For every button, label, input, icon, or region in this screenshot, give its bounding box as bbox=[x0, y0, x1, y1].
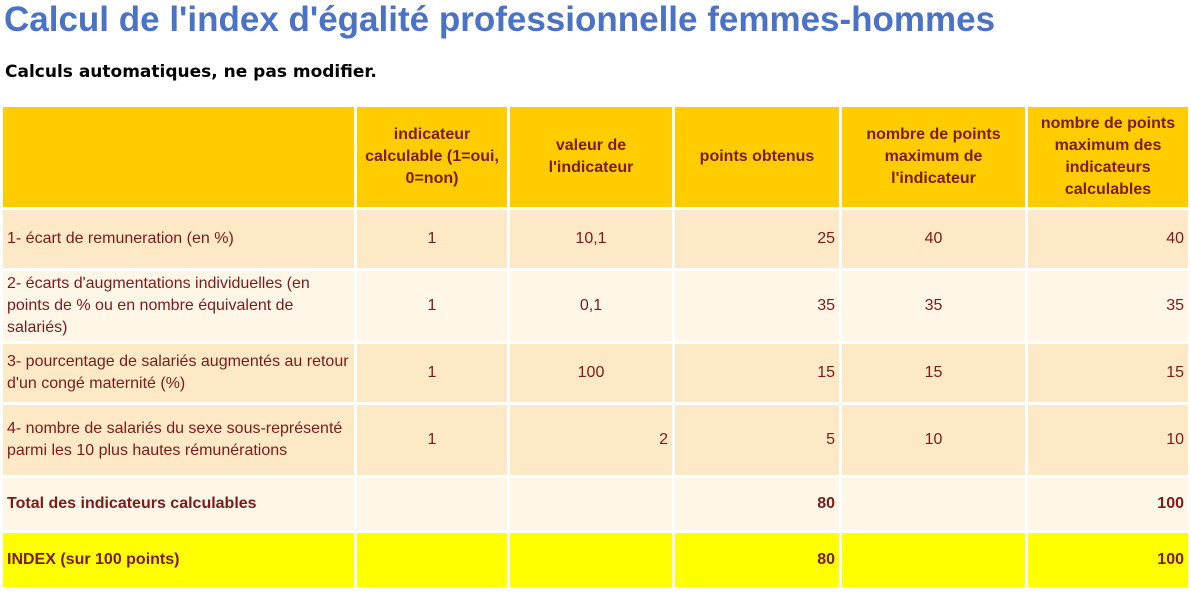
total-max-calculables[interactable]: 100 bbox=[1028, 478, 1188, 530]
header-valeur-indicateur: valeur de l'indicateur bbox=[510, 107, 672, 207]
table-row bbox=[3, 271, 1188, 341]
index-table bbox=[0, 104, 1191, 590]
cell-max-indicateur[interactable]: 35 bbox=[842, 271, 1025, 341]
index-row bbox=[3, 533, 1188, 587]
total-empty-cell[interactable] bbox=[842, 478, 1025, 530]
row-label[interactable]: 2- écarts d'augmentations individuelles (en points de % ou en nombre équivalent de salariés) bbox=[3, 271, 354, 341]
cell-calculable[interactable]: 1 bbox=[357, 344, 507, 402]
cell-valeur[interactable]: 0,1 bbox=[510, 271, 672, 341]
page-subtitle: Calculs automatiques, ne pas modifier. bbox=[5, 62, 377, 82]
header-max-points-calculables: nombre de points maximum des indicateurs calculables bbox=[1028, 107, 1188, 207]
total-empty-cell[interactable] bbox=[510, 478, 672, 530]
cell-valeur[interactable]: 100 bbox=[510, 344, 672, 402]
index-max-calculables[interactable]: 100 bbox=[1028, 533, 1188, 587]
cell-points[interactable]: 35 bbox=[675, 271, 839, 341]
table-header-row bbox=[3, 107, 1188, 207]
row-label[interactable]: 3- pourcentage de salariés augmentés au retour d'un congé maternité (%) bbox=[3, 344, 354, 402]
table-row bbox=[3, 344, 1188, 402]
row-label[interactable]: 1- écart de remuneration (en %) bbox=[3, 210, 354, 268]
header-points-obtenus: points obtenus bbox=[675, 107, 839, 207]
header-cell-empty bbox=[3, 107, 354, 207]
cell-calculable[interactable]: 1 bbox=[357, 405, 507, 475]
cell-points[interactable]: 15 bbox=[675, 344, 839, 402]
cell-valeur[interactable]: 10,1 bbox=[510, 210, 672, 268]
table-row bbox=[3, 405, 1188, 475]
header-max-points-indicateur: nombre de points maximum de l'indicateur bbox=[842, 107, 1025, 207]
index-empty-cell[interactable] bbox=[510, 533, 672, 587]
cell-max-calculables[interactable]: 40 bbox=[1028, 210, 1188, 268]
cell-max-indicateur[interactable]: 15 bbox=[842, 344, 1025, 402]
cell-points[interactable]: 5 bbox=[675, 405, 839, 475]
page-title: Calcul de l'index d'égalité professionnelle femmes-hommes bbox=[4, 0, 996, 39]
total-empty-cell[interactable] bbox=[357, 478, 507, 530]
index-empty-cell[interactable] bbox=[357, 533, 507, 587]
index-empty-cell[interactable] bbox=[842, 533, 1025, 587]
cell-points[interactable]: 25 bbox=[675, 210, 839, 268]
cell-max-calculables[interactable]: 35 bbox=[1028, 271, 1188, 341]
cell-max-calculables[interactable]: 15 bbox=[1028, 344, 1188, 402]
cell-calculable[interactable]: 1 bbox=[357, 271, 507, 341]
total-label[interactable]: Total des indicateurs calculables bbox=[3, 478, 354, 530]
cell-calculable[interactable]: 1 bbox=[357, 210, 507, 268]
index-label[interactable]: INDEX (sur 100 points) bbox=[3, 533, 354, 587]
cell-max-indicateur[interactable]: 10 bbox=[842, 405, 1025, 475]
cell-max-indicateur[interactable]: 40 bbox=[842, 210, 1025, 268]
total-row bbox=[3, 478, 1188, 530]
cell-valeur[interactable]: 2 bbox=[510, 405, 672, 475]
cell-max-calculables[interactable]: 10 bbox=[1028, 405, 1188, 475]
row-label[interactable]: 4- nombre de salariés du sexe sous-représenté parmi les 10 plus hautes rémunérations bbox=[3, 405, 354, 475]
index-points[interactable]: 80 bbox=[675, 533, 839, 587]
header-indicateur-calculable: indicateur calculable (1=oui, 0=non) bbox=[357, 107, 507, 207]
table-row bbox=[3, 210, 1188, 268]
total-points[interactable]: 80 bbox=[675, 478, 839, 530]
